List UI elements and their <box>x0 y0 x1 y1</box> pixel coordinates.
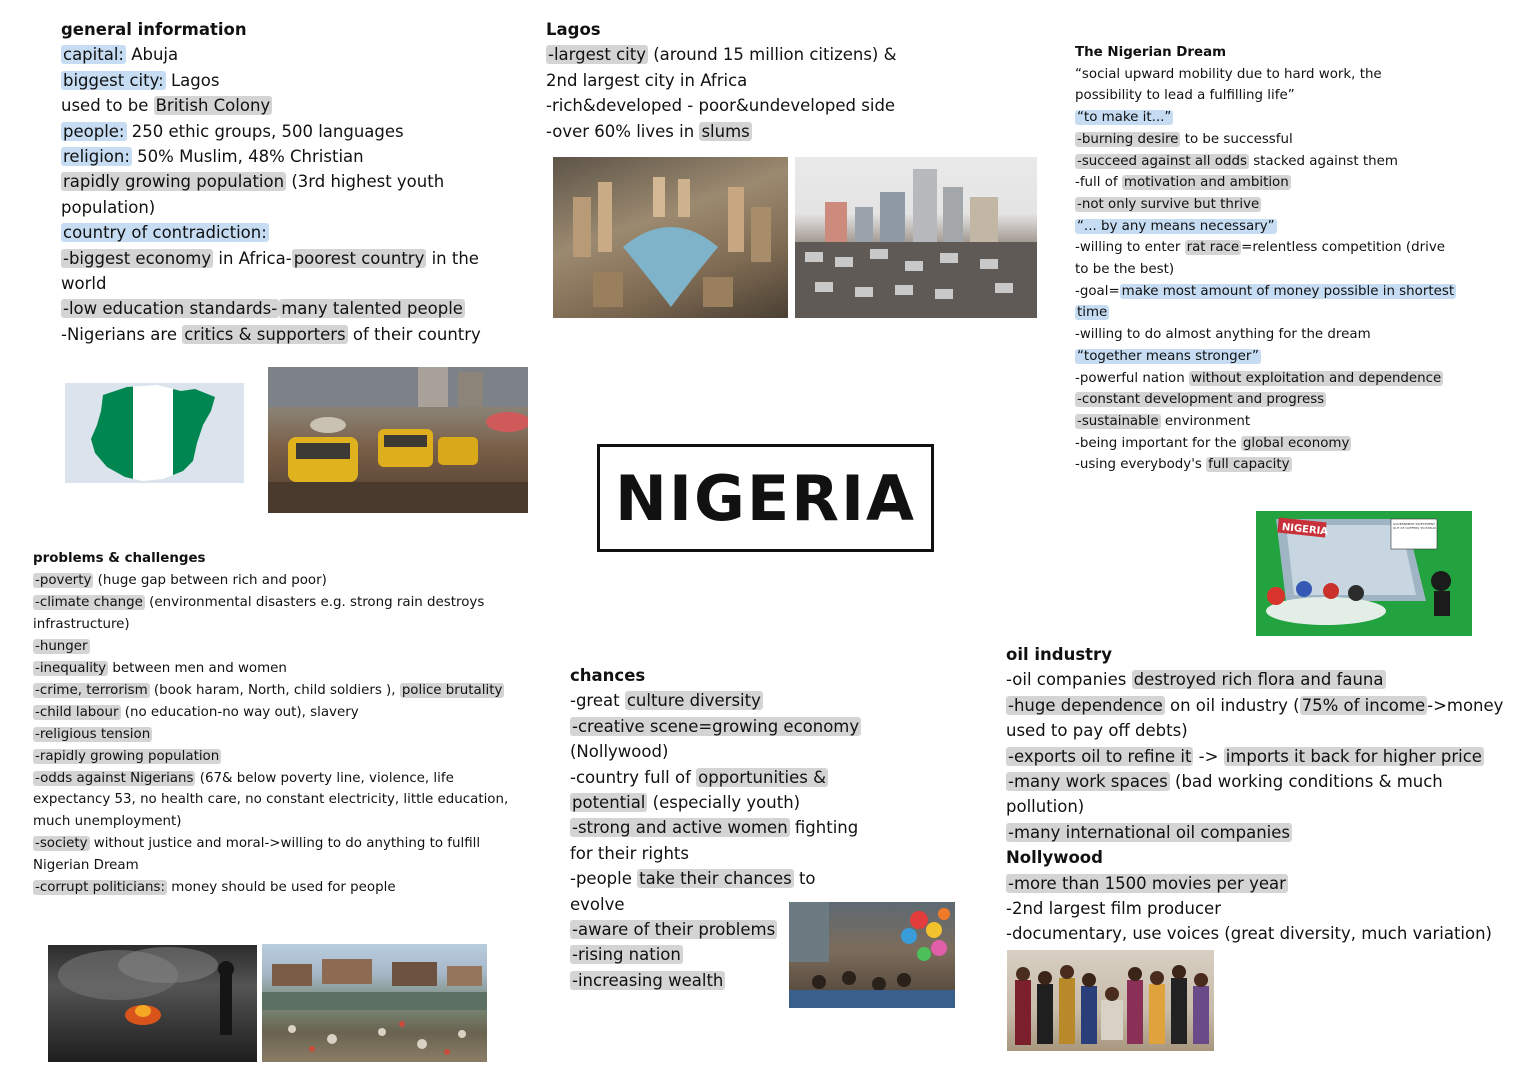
lagos-section <box>546 17 896 144</box>
oil-fire-svg <box>48 945 257 1062</box>
lagos-poor-side-photo <box>795 157 1037 318</box>
nigeria-cartoon-image <box>1256 511 1472 636</box>
economy-line-cont: world <box>61 274 107 294</box>
slum-svg <box>262 944 487 1062</box>
dream-means: “... by any means necessary” <box>1077 218 1275 234</box>
dream-thrive: -not only survive but thrive <box>1077 196 1260 212</box>
problem-item: -child labour (no education-no way out), slavery <box>35 704 359 720</box>
nigerian-dream-section <box>1075 42 1456 476</box>
problem-item: -rapidly growing population <box>35 748 220 764</box>
chance-item: -great culture diversity <box>570 691 761 711</box>
lagos-line-1: -largest city (around 15 million citizens) & <box>548 45 897 65</box>
chance-item: -strong and active women fighting <box>572 818 859 838</box>
section-heading: oil industry <box>1006 645 1112 664</box>
nollywood-item: -more than 1500 movies per year <box>1008 873 1286 893</box>
critics-line: -Nigerians are critics & supporters of their country <box>61 324 481 344</box>
capital-line: capital: Abuja <box>63 45 179 65</box>
cartoon-sign-text: NIGERIA <box>1281 521 1329 538</box>
general-information-section <box>61 17 481 347</box>
dream-rat-race: -willing to enter rat race =relentless competition (drive <box>1075 240 1445 256</box>
oil-item: -many work spaces (bad working conditions & much <box>1008 772 1443 792</box>
colony-line: used to be British Colony <box>61 96 271 116</box>
problem-item: -religious tension <box>35 726 151 742</box>
lagos-rich-side-photo <box>553 157 788 318</box>
nollywood-item: -2nd largest film producer <box>1006 899 1221 919</box>
section-heading: chances <box>570 666 646 685</box>
chance-item-cont: potential (especially youth) <box>572 793 801 813</box>
oil-item: -many international oil companies <box>1008 822 1290 842</box>
problem-item-cont: Nigerian Dream <box>33 858 139 874</box>
page-title: NIGERIA <box>615 461 916 535</box>
nollywood-svg <box>1007 950 1214 1051</box>
problem-item: -hunger <box>35 638 88 654</box>
oil-fire-photo <box>48 945 257 1062</box>
lagos-line-3: -rich&developed - poor&undeveloped side <box>546 96 896 116</box>
growth-line-cont: population) <box>61 197 156 217</box>
colorful-market-photo <box>789 902 955 1008</box>
rich-side-svg <box>553 157 788 318</box>
dream-constant: -constant development and progress <box>1077 392 1325 408</box>
problem-item: -poverty (huge gap between rich and poor) <box>35 572 327 588</box>
colorful-market-svg <box>789 902 955 1008</box>
chance-item-cont: evolve <box>570 894 625 914</box>
cartoon-svg <box>1256 511 1472 636</box>
nollywood-heading: Nollywood <box>1006 848 1103 868</box>
chance-item: -rising nation <box>572 945 681 965</box>
oil-item: -oil companies destroyed rich flora and fauna <box>1006 670 1384 690</box>
dream-powerful: -powerful nation without exploitation and dependence <box>1075 370 1442 386</box>
religion-line: religion: 50% Muslim, 48% Christian <box>63 147 364 167</box>
dream-quote-2: possibility to lead a fulfilling life” <box>1075 88 1295 104</box>
problems-section <box>33 548 508 899</box>
dream-rat-race-cont: to be the best) <box>1075 262 1175 278</box>
problem-item-cont: infrastructure) <box>33 616 130 632</box>
chance-item: -increasing wealth <box>572 970 724 990</box>
dream-quote-1: “social upward mobility due to hard work, the <box>1075 66 1382 82</box>
problem-item-cont: expectancy 53, no health care, no constant electricity, little education, <box>33 792 509 808</box>
chance-item-cont: (Nollywood) <box>570 742 669 762</box>
problem-item: -crime, terrorism (book haram, North, child soldiers ), police brutality <box>35 682 503 698</box>
chance-item: -people take their chances to <box>570 869 816 889</box>
nigeria-flag-map-image <box>65 383 244 483</box>
cartoon-note-text: GOVERNMENT INVESTMENT OUT OF COFFERS TO EXPLOI <box>1392 522 1437 530</box>
nollywood-item: -documentary, use voices (great diversity, much variation) <box>1006 924 1492 944</box>
dream-goal-cont: time <box>1077 305 1108 321</box>
poor-side-svg <box>795 157 1037 318</box>
contradiction-line: country of contradiction: <box>63 223 267 243</box>
dream-goal: -goal= make most amount of money possible in shortest <box>1075 283 1455 299</box>
lagos-line-4: -over 60% lives in slums <box>546 121 750 141</box>
dream-together: “together means stronger” <box>1077 348 1259 364</box>
problem-item: -society without justice and moral->willing to do anything to fulfill <box>35 836 481 852</box>
problem-item: -climate change (environmental disasters e.g. strong rain destroys <box>35 594 485 610</box>
dream-global: -being important for the global economy <box>1075 435 1350 451</box>
dream-sustainable: -sustainable environment <box>1077 413 1251 429</box>
oil-item: -huge dependence on oil industry ( 75% of income ->money <box>1008 695 1504 715</box>
oil-item: -exports oil to refine it -> imports it back for higher price <box>1008 746 1482 766</box>
market-street-svg <box>268 367 528 513</box>
section-heading: The Nigerian Dream <box>1075 45 1227 60</box>
oil-item-cont: pollution) <box>1006 797 1085 817</box>
growth-line: rapidly growing population (3rd highest youth <box>63 172 445 192</box>
problem-item: -inequality between men and women <box>35 660 287 676</box>
oil-industry-section <box>1006 642 1503 947</box>
section-heading: general information <box>61 20 247 39</box>
chance-item: -aware of their problems <box>572 920 776 940</box>
dream-motivation: -full of motivation and ambition <box>1075 175 1289 191</box>
section-heading: Lagos <box>546 20 601 39</box>
nollywood-cast-photo <box>1007 950 1214 1051</box>
chance-item: -country full of opportunities & <box>570 767 826 787</box>
people-line: people: 250 ethic groups, 500 languages <box>63 121 404 141</box>
biggest-city-line: biggest city: Lagos <box>63 70 220 90</box>
problem-item-cont: much unemployment) <box>33 814 182 830</box>
education-line: -low education standards- many talented people <box>63 299 463 319</box>
lagos-line-2: 2nd largest city in Africa <box>546 70 748 90</box>
dream-willing: -willing to do almost anything for the dream <box>1075 327 1371 343</box>
economy-line: -biggest economy in Africa- poorest country in the <box>63 248 479 268</box>
dream-odds: -succeed against all odds stacked against them <box>1077 153 1398 169</box>
dream-capacity: -using everybody's full capacity <box>1075 457 1290 473</box>
dream-burning: -burning desire to be successful <box>1077 131 1293 147</box>
lagos-market-street-photo <box>268 367 528 513</box>
dream-make-it: “to make it...” <box>1077 110 1172 126</box>
title-box <box>597 444 934 552</box>
problem-item: -corrupt politicians: money should be used for people <box>35 880 396 896</box>
flag-map-svg <box>65 383 244 483</box>
chance-item: -creative scene=growing economy <box>572 716 860 736</box>
section-heading: problems & challenges <box>33 551 206 566</box>
chance-item-cont: for their rights <box>570 843 689 863</box>
problem-item: -odds against Nigerians (67& below poverty line, violence, life <box>35 770 454 786</box>
slum-pollution-photo <box>262 944 487 1062</box>
oil-item-cont: used to pay off debts) <box>1006 721 1188 741</box>
